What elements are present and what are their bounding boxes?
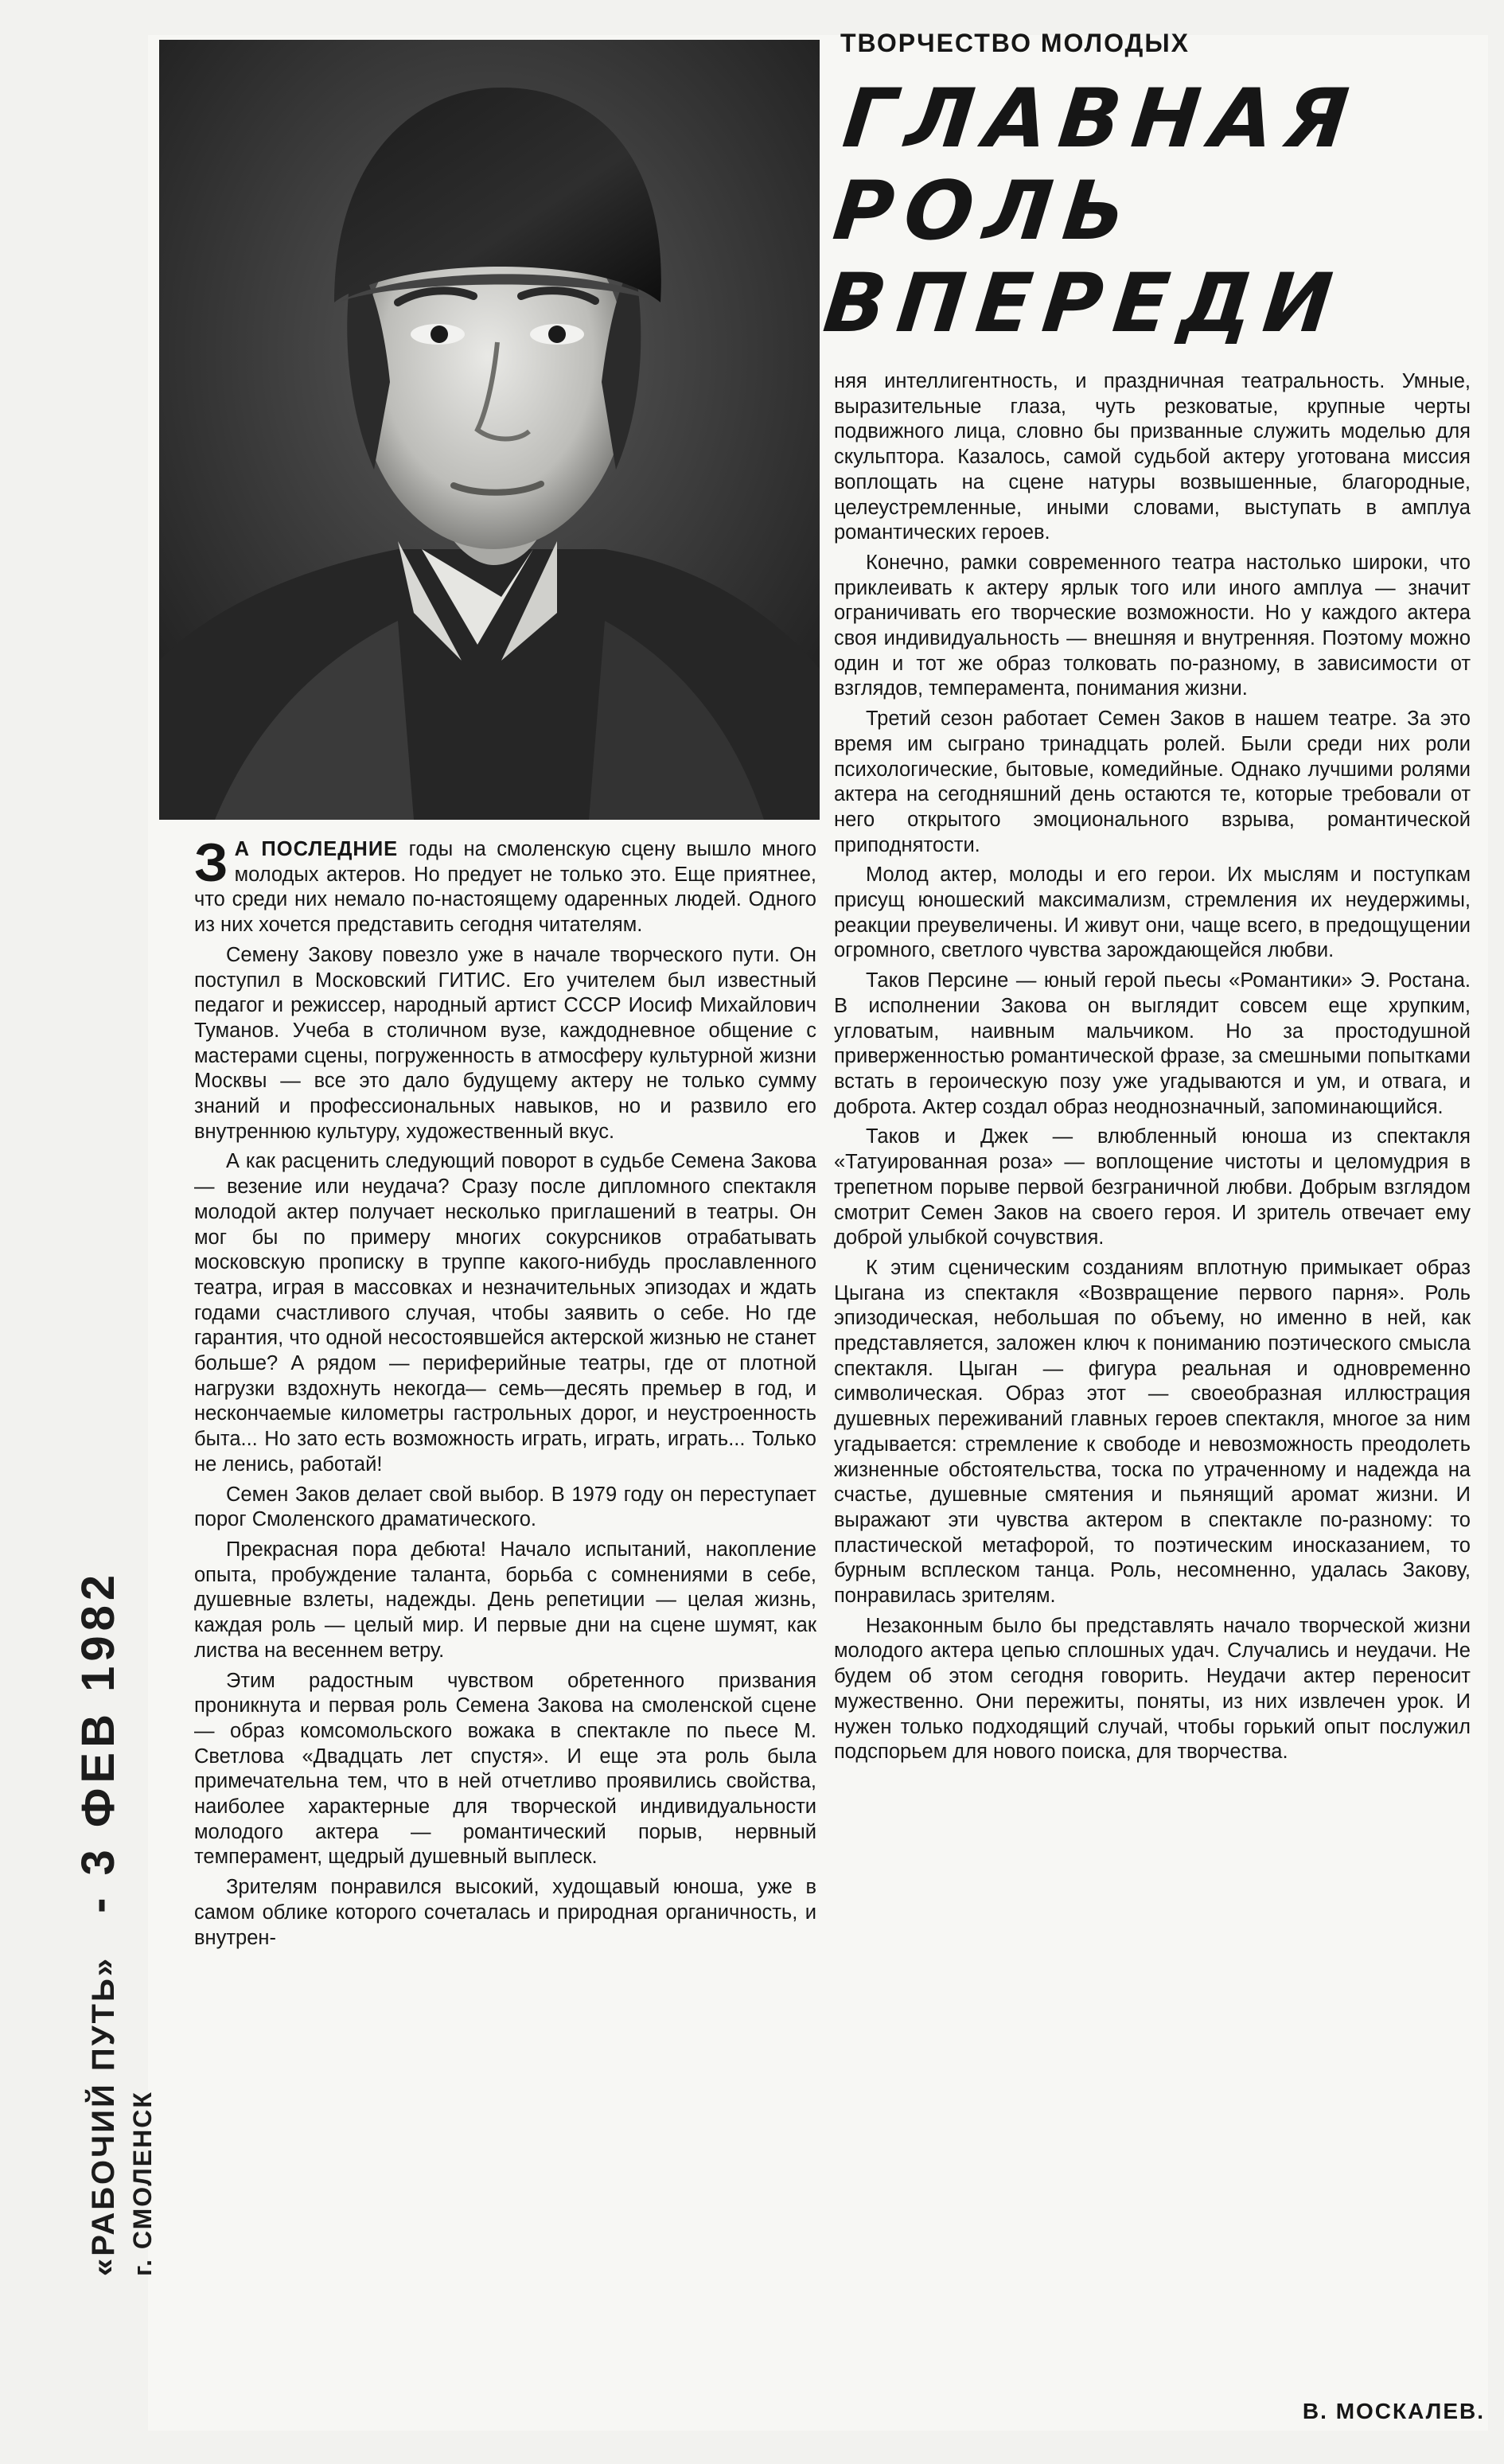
headline-line-3: ВПЕРЕДИ — [819, 256, 1348, 351]
paragraph-left-6: Зрителям понравился высокий, худощавый юноша, уже в самом облике которого сочеталась и природная органичность, и внутрен- — [194, 1876, 816, 1949]
drop-cap-letter: З — [194, 832, 228, 893]
paragraph-left-1: Семену Закову повезло уже в начале творческого пути. Он поступил в Московский ГИТИС. Его учителем был известный педагог и режиссер, народный артист СССР Иосиф Михайлович Туманов. Учеба в столичном вузе, каждодневное общение с мастерами сцены, погруженность в атмосферу культурной жизни Москвы — все это дало будущему актеру не только сумму знаний и профессиональных навыков, но и развило его внутреннюю культуру, художественный вкус. — [194, 943, 816, 1143]
article-headline — [820, 73, 1502, 350]
paragraph-left-2: А как расценить следующий поворот в судьбе Семена Закова — везение или неудача? Сразу после дипломного спектакля молодой актер получает несколько приглашений в театры. Он мог бы по примеру многих сокурсников отрабатывать московскую прописку в труппе какого-нибудь прославленного театра, играя в массовках и незначительных эпизодах и ждать годами счастливого случая, чтобы заявить о себе. Но где гарантия, что одной несостоявшейся актерской жизнью не станет больше? А рядом — периферийные театры, где от плотной нагрузки вздохнуть некогда— семь—десять премьер в год, и нескончаемые километры гастрольных дорог, и неустроенность быта... Но зато есть возможность играть, играть, играть... Только не ленись, работай! — [194, 1150, 816, 1476]
stamp-date: - 3 ФЕВ 1982 — [72, 1569, 124, 1913]
paragraph-right-4: Таков Персине — юный герой пьесы «Романтики» Э. Ростана. В исполнении Закова он выглядит совсем еще хрупким, угловатым, наивным мальчиком. Но за простодушной приверженностью романтической фразе, за смешными попытками встать в героическую позу уже угадываются и ум, и отвага, и доброта. Актер создал образ неоднозначный, запоминающийся. — [834, 969, 1471, 1118]
paragraph-left-3: Семен Заков делает свой выбор. В 1979 году он переступает порог Смоленского драматического. — [194, 1483, 816, 1531]
article-column-right — [834, 369, 1471, 1770]
portrait-illustration — [159, 40, 820, 820]
lead-caps: А ПОСЛЕДНИЕ — [234, 838, 399, 860]
library-stamp — [33, 1401, 157, 2276]
article-rubric: ТВОРЧЕСТВО МОЛОДЫХ — [840, 29, 1190, 57]
headline-line-2: РОЛЬ — [828, 164, 1142, 259]
paragraph-right-7: Незаконным было бы представлять начало творческой жизни молодого актера цепью сплошных удач. Случались и неудачи. Не будем об этом сегодня говорить. Неудачи актер переносит мужественно. Они пережиты, поняты, из них извлечен урок. И нужен только подходящий случай, чтобы горький опыт послужил подспорьем для нового поиска, для творчества. — [834, 1614, 1471, 1764]
paragraph-right-5: Таков и Джек — влюбленный юноша из спектакля «Татуированная роза» — воплощение чистоты и целомудрия в трепетном порыве первой безграничной любви. Добрым взглядом смотрит Семен Заков на своего героя. И зритель отвечает ему доброй улыбкой сочувствия. — [834, 1125, 1471, 1250]
article-column-left — [194, 832, 816, 1955]
paragraph-right-1: Конечно, рамки современного театра настолько широки, что приклеивать к актеру ярлык того или иного амплуа — значит ограничивать его творческие возможности. Но у каждого актера своя индивидуальность — внешняя и внутренняя. Поэтому можно один и тот же образ толковать по-разному, в зависимости от взглядов, темперамента, понимания жизни. — [834, 551, 1471, 700]
paragraph-left-4: Прекрасная пора дебюта! Начало испытаний, накопление опыта, пробуждение таланта, борьба с сомнениями в себе, душевные взлеты, надежды. День репетиции — целая жизнь, каждая роль — целый мир. И первые дни на сцене шумят, как листва на весеннем ветру. — [194, 1538, 816, 1662]
paragraph-left-5: Этим радостным чувством обретенного призвания проникнута и первая роль Семена Закова на смоленской сцене — образ комсомольского вожака в спектакле по пьесе М. Светлова «Двадцать лет спустя». И еще эта роль была примечательна тем, что в ней отчетливо проявились свойства, наиболее характерные для творческой индивидуальности молодого актера — романтический порыв, нервный темперамент, щедрый душевный выплеск. — [194, 1669, 816, 1869]
actor-portrait-photo — [159, 40, 820, 820]
lead-paragraph — [194, 832, 816, 938]
paragraph-right-continued: няя интеллигентность, и праздничная театральность. Умные, выразительные глаза, чуть резковатые, крупные черты подвижного лица, словно бы призванные служить моделью для скульптора. Казалось, самой судьбой актеру уготована миссия воплощать на сцене натуры возвышенные, благородные, целеустремленные, иными словами, выступать в амплуа романтических героев. — [834, 370, 1471, 544]
stamp-text — [72, 1401, 158, 2276]
stamp-newspaper: «РАБОЧИЙ ПУТЬ» — [86, 1956, 121, 2276]
lead-text: годы на смоленскую сцену вышло много молодых актеров. Но предует не только это. Еще приятнее, что среди них немало по-настоящему одаренных людей. Одного из них хочется представить сегодня читателям. — [194, 838, 816, 937]
paragraph-right-3: Молод актер, молоды и его герои. Их мыслям и поступкам присущ юношеский максимализм, стремления их неудержимы, реакции преувеличены. И живут они, чаще всего, в предощущении огромного, светлого чувства зарождающейся любви. — [834, 864, 1471, 962]
stamp-city: г. СМОЛЕНСК — [128, 2091, 157, 2276]
paragraph-right-2: Третий сезон работает Семен Заков в нашем театре. За это время им сыграно тринадцать ролей. Были среди них роли психологические, бытовые, комедийные. Однако лучшими ролями актера на сегодняшний день остаются те, которые требовали от него открытого эмоционального взрыва, романтической приподнятости. — [834, 708, 1471, 856]
headline-line-1: ГЛАВНАЯ — [838, 72, 1364, 166]
article-author: В. МОСКАЛЕВ. — [1302, 2399, 1485, 2423]
paragraph-right-6: К этим сценическим созданиям вплотную примыкает образ Цыгана из спектакля «Возвращение первого парня». Роль эпизодическая, небольшая по объему, но именно в ней, как представляется, заложен ключ к пониманию поэтического смысла спектакля. Цыган — фигура реальная и одновременно символическая. Образ этот — своеобразная иллюстрация душевных переживаний главных героев спектакля, многое за ним угадывается: стремление к свободе и невозможность преодолеть жизненные обстоятельства, тоска по утраченному и надежда на счастье, душевные смятения и пьянящий аромат жизни. И выражают эти чувства актером в спектакле по-разному: то пластической метафорой, то поэтическим иносказанием, то бурным всплеском танца. Роль, несомненно, удалась Закову, понравилась зрителям. — [834, 1256, 1471, 1608]
